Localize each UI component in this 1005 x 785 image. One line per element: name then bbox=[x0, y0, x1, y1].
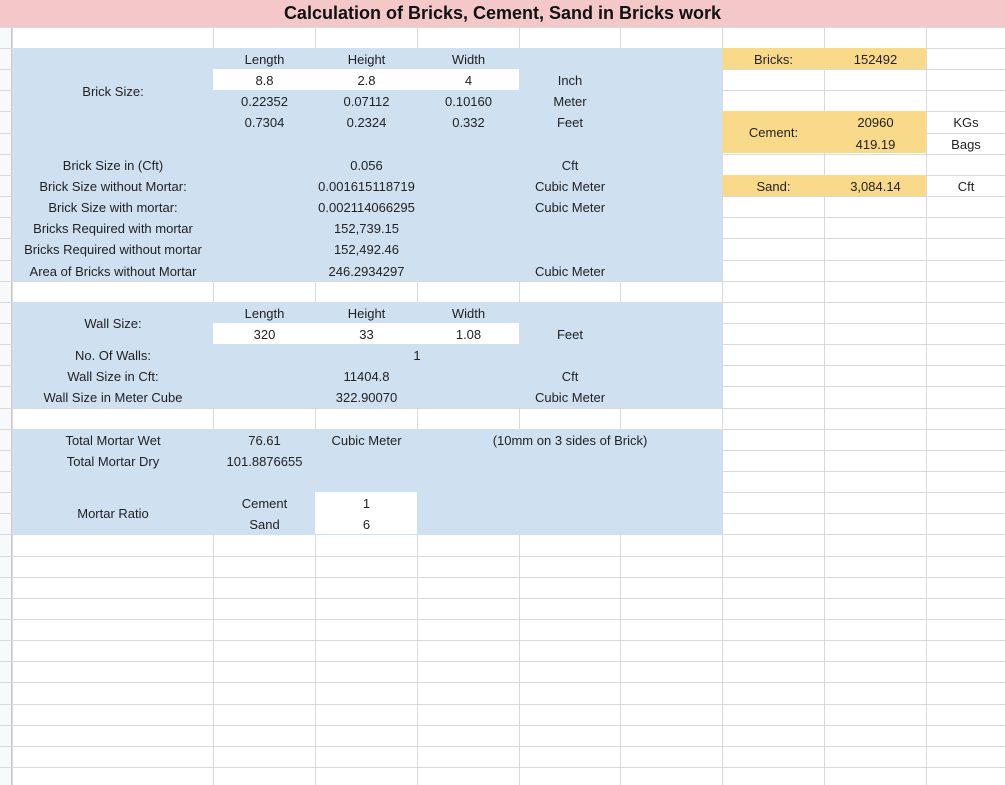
calc-label[interactable]: Bricks Required without mortar bbox=[24, 241, 202, 257]
calc-unit[interactable] bbox=[520, 239, 620, 259]
row-header-strip[interactable] bbox=[0, 0, 12, 785]
grid-line-h bbox=[0, 556, 1005, 557]
brick-meter-unit[interactable]: Meter bbox=[553, 93, 587, 109]
brick-meter-length[interactable]: 0.22352 bbox=[241, 93, 288, 109]
ratio-sand-label[interactable]: Sand bbox=[249, 516, 280, 532]
mortar-wet-value[interactable]: 76.61 bbox=[248, 432, 281, 448]
brick-feet-height[interactable]: 0.2324 bbox=[346, 114, 387, 130]
grid-line-h bbox=[0, 746, 1005, 747]
mortar-dry-value[interactable]: 101.8876655 bbox=[226, 453, 303, 469]
mortar-ratio-label[interactable]: Mortar Ratio bbox=[77, 506, 149, 521]
grid-line-h bbox=[0, 682, 1005, 683]
mortar-wet-note[interactable]: (10mm on 3 sides of Brick) bbox=[492, 432, 648, 448]
calc-unit[interactable] bbox=[520, 218, 620, 238]
mortar-wet-unit[interactable]: Cubic Meter bbox=[331, 432, 402, 448]
wall-m3-unit[interactable]: Cubic Meter bbox=[534, 389, 606, 405]
grid-line-h bbox=[0, 640, 1005, 641]
brick-inch-length[interactable]: 8.8 bbox=[255, 72, 274, 88]
calc-unit[interactable]: Cubic Meter bbox=[534, 263, 606, 279]
mortar-wet-label[interactable]: Total Mortar Wet bbox=[65, 432, 161, 448]
summary-sand-value[interactable]: 3,084.14 bbox=[850, 178, 901, 194]
grid-line-h bbox=[0, 725, 1005, 726]
wall-cft-value[interactable]: 11404.8 bbox=[343, 368, 390, 384]
brick-header-height[interactable]: Height bbox=[347, 51, 386, 67]
grid-line-h bbox=[0, 598, 1005, 599]
brick-feet-width[interactable]: 0.332 bbox=[452, 114, 485, 130]
brick-inch-width[interactable]: 4 bbox=[464, 72, 473, 88]
calc-value[interactable]: 152,492.46 bbox=[333, 241, 400, 257]
ratio-cement-value[interactable]: 1 bbox=[362, 495, 371, 511]
wall-header-length[interactable]: Length bbox=[244, 305, 285, 321]
wall-count-label[interactable]: No. Of Walls: bbox=[74, 347, 152, 363]
calc-value[interactable]: 0.002114066295 bbox=[318, 199, 415, 215]
brick-inch-height[interactable]: 2.8 bbox=[357, 72, 376, 88]
wall-cft-label[interactable]: Wall Size in Cft: bbox=[67, 368, 159, 384]
calc-label[interactable]: Brick Size in (Cft) bbox=[62, 157, 164, 173]
calc-label[interactable]: Area of Bricks without Mortar bbox=[29, 263, 197, 279]
wall-cft-unit[interactable]: Cft bbox=[561, 368, 579, 384]
brick-meter-width[interactable]: 0.10160 bbox=[445, 93, 492, 109]
wall-count-value[interactable]: 1 bbox=[413, 347, 421, 363]
summary-cement-kg-unit[interactable]: KGs bbox=[953, 114, 979, 130]
mortar-dry-label[interactable]: Total Mortar Dry bbox=[66, 453, 160, 469]
brick-feet-length[interactable]: 0.7304 bbox=[244, 114, 285, 130]
brick-feet-unit[interactable]: Feet bbox=[556, 114, 583, 130]
summary-cement-bags[interactable]: 419.19 bbox=[855, 136, 896, 152]
ratio-cement-label[interactable]: Cement bbox=[241, 495, 288, 511]
grid-line-h bbox=[0, 619, 1005, 620]
summary-cement-label[interactable]: Cement: bbox=[748, 125, 799, 140]
summary-cement-bags-unit[interactable]: Bags bbox=[951, 136, 981, 152]
grid-line-h bbox=[0, 661, 1005, 662]
calc-label[interactable]: Brick Size with mortar: bbox=[48, 199, 178, 215]
grid-line-h bbox=[0, 27, 1005, 28]
summary-sand-unit[interactable]: Cft bbox=[957, 178, 975, 194]
wall-width-value[interactable]: 1.08 bbox=[455, 326, 482, 342]
wall-m3-label[interactable]: Wall Size in Meter Cube bbox=[43, 389, 183, 405]
wall-header-height[interactable]: Height bbox=[347, 305, 386, 321]
calc-value[interactable]: 152,739.15 bbox=[333, 220, 400, 236]
summary-bricks-label[interactable]: Bricks: bbox=[754, 51, 793, 67]
ratio-sand-value[interactable]: 6 bbox=[362, 516, 371, 532]
summary-cement-kg[interactable]: 20960 bbox=[857, 114, 894, 130]
wall-header-width[interactable]: Width bbox=[451, 305, 486, 321]
calc-value[interactable]: 0.056 bbox=[350, 157, 383, 173]
calc-value[interactable]: 246.2934297 bbox=[328, 263, 405, 279]
grid-line-h bbox=[0, 577, 1005, 578]
brick-inch-unit[interactable]: Inch bbox=[557, 72, 583, 88]
grid-line-h bbox=[0, 408, 1005, 409]
calc-label[interactable]: Bricks Required with mortar bbox=[33, 220, 193, 236]
brick-meter-height[interactable]: 0.07112 bbox=[343, 93, 390, 109]
wall-unit[interactable]: Feet bbox=[556, 326, 583, 342]
calc-label[interactable]: Brick Size without Mortar: bbox=[39, 178, 187, 194]
calc-unit[interactable]: Cft bbox=[561, 157, 579, 173]
calc-unit[interactable]: Cubic Meter bbox=[534, 178, 606, 194]
wall-height-value[interactable]: 33 bbox=[359, 326, 374, 342]
sheet-title[interactable]: Calculation of Bricks, Cement, Sand in Bricks work bbox=[0, 0, 1005, 27]
brick-header-length[interactable]: Length bbox=[244, 51, 285, 67]
wall-length-value[interactable]: 320 bbox=[253, 326, 276, 342]
summary-bricks-value[interactable]: 152492 bbox=[853, 51, 898, 67]
calc-value[interactable]: 0.001615118719 bbox=[318, 178, 415, 194]
grid-line-h bbox=[0, 767, 1005, 768]
grid-line-h bbox=[0, 281, 1005, 282]
brick-header-width[interactable]: Width bbox=[451, 51, 486, 67]
grid-line-h bbox=[0, 704, 1005, 705]
brick-size-label[interactable]: Brick Size: bbox=[82, 83, 144, 99]
wall-m3-value[interactable]: 322.90070 bbox=[335, 389, 398, 405]
calc-unit[interactable]: Cubic Meter bbox=[534, 199, 606, 215]
summary-sand-label[interactable]: Sand: bbox=[756, 178, 791, 194]
wall-size-label[interactable]: Wall Size: bbox=[84, 316, 142, 331]
